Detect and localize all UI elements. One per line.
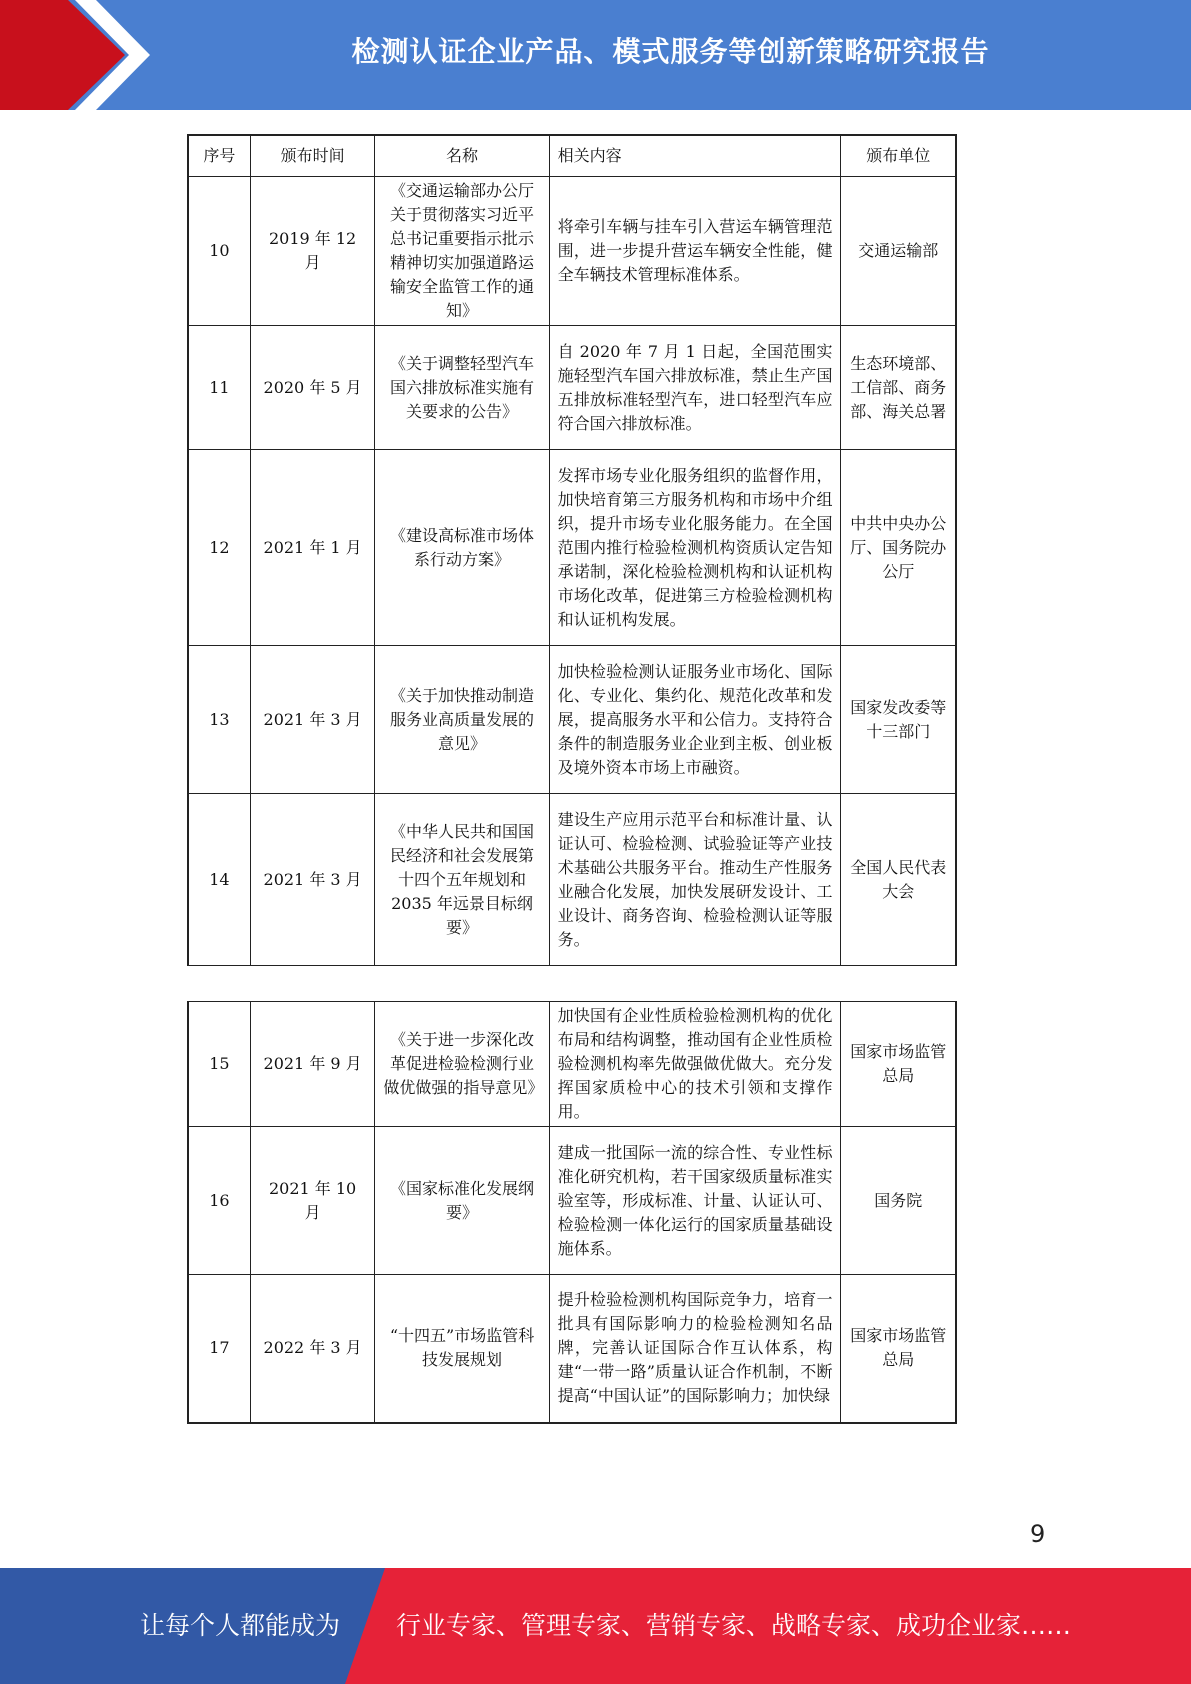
cell-name: 《关于加快推动制造服务业高质量发展的意见》 [375, 646, 549, 794]
page-number: 9 [1030, 1520, 1046, 1548]
cell-content: 提升检验检测机构国际竞争力，培育一批具有国际影响力的检验检测知名品牌，完善认证国际合作互认体系，构建“一带一路”质量认证合作机制，不断提高“中国认证”的国际影响力；加快绿 [549, 1275, 841, 1423]
header-banner [0, 0, 1191, 110]
policy-table-part1 [187, 134, 957, 966]
chevron-arrow-icon [0, 0, 150, 110]
cell-date: 2020 年 5 月 [250, 326, 375, 450]
cell-no: 13 [188, 646, 250, 794]
cell-name: 《建设高标准市场体系行动方案》 [375, 450, 549, 646]
cell-name: 《关于进一步深化改革促进检验检测行业做优做强的指导意见》 [375, 1002, 549, 1127]
cell-name: 《中华人民共和国国民经济和社会发展第十四个五年规划和 2035 年远景目标纲要》 [375, 794, 549, 966]
cell-date: 2021 年 1 月 [250, 450, 375, 646]
cell-no: 11 [188, 326, 250, 450]
column-header-date: 颁布时间 [250, 135, 375, 177]
column-header-content: 相关内容 [549, 135, 841, 177]
cell-no: 17 [188, 1275, 250, 1423]
column-header-no: 序号 [188, 135, 250, 177]
footer-slogan-left: 让每个人都能成为 [140, 1611, 341, 1640]
policy-table-part2 [187, 1001, 957, 1424]
cell-content: 加快检验检测认证服务业市场化、国际化、专业化、集约化、规范化改革和发展，提高服务水平和公信力。支持符合条件的制造服务业企业到主板、创业板及境外资本市场上市融资。 [549, 646, 841, 794]
cell-content: 加快国有企业性质检验检测机构的优化布局和结构调整，推动国有企业性质检验检测机构率先做强做优做大。充分发挥国家质检中心的技术引领和支撑作用。 [549, 1002, 841, 1127]
cell-name: “十四五”市场监管科技发展规划 [375, 1275, 549, 1423]
cell-no: 10 [188, 177, 250, 326]
cell-org: 国家市场监管总局 [841, 1275, 956, 1423]
cell-org: 国家发改委等十三部门 [841, 646, 956, 794]
cell-no: 14 [188, 794, 250, 966]
table-row [188, 450, 956, 646]
table-header-row [188, 135, 956, 177]
cell-date: 2021 年 10 月 [250, 1127, 375, 1275]
cell-date: 2019 年 12 月 [250, 177, 375, 326]
cell-content: 将牵引车辆与挂车引入营运车辆管理范围，进一步提升营运车辆安全性能，健全车辆技术管理标准体系。 [549, 177, 841, 326]
table-row [188, 646, 956, 794]
cell-name: 《关于调整轻型汽车国六排放标准实施有关要求的公告》 [375, 326, 549, 450]
table-row [188, 326, 956, 450]
table-row [188, 1275, 956, 1423]
cell-date: 2021 年 3 月 [250, 794, 375, 966]
cell-date: 2022 年 3 月 [250, 1275, 375, 1423]
cell-date: 2021 年 9 月 [250, 1002, 375, 1127]
cell-content: 发挥市场专业化服务组织的监督作用，加快培育第三方服务机构和市场中介组织，提升市场专业化服务能力。在全国范围内推行检验检测机构资质认定告知承诺制，深化检验检测机构和认证机构市场化改革，促进第三方检验检测机构和认证机构发展。 [549, 450, 841, 646]
page-title: 检测认证企业产品、模式服务等创新策略研究报告 [351, 35, 990, 68]
footer-banner [0, 1568, 1191, 1684]
cell-no: 15 [188, 1002, 250, 1127]
cell-no: 16 [188, 1127, 250, 1275]
cell-no: 12 [188, 450, 250, 646]
cell-name: 《交通运输部办公厅关于贯彻落实习近平总书记重要指示批示精神切实加强道路运输安全监管工作的通知》 [375, 177, 549, 326]
cell-org: 国务院 [841, 1127, 956, 1275]
table-row [188, 177, 956, 326]
table-row [188, 794, 956, 966]
cell-content: 建成一批国际一流的综合性、专业性标准化研究机构，若干国家级质量标准实验室等，形成标准、计量、认证认可、检验检测一体化运行的国家质量基础设施体系。 [549, 1127, 841, 1275]
cell-org: 交通运输部 [841, 177, 956, 326]
cell-org: 国家市场监管总局 [841, 1002, 956, 1127]
cell-org: 全国人民代表大会 [841, 794, 956, 966]
cell-content: 自 2020 年 7 月 1 日起，全国范围实施轻型汽车国六排放标准，禁止生产国五排放标准轻型汽车，进口轻型汽车应符合国六排放标准。 [549, 326, 841, 450]
cell-name: 《国家标准化发展纲要》 [375, 1127, 549, 1275]
cell-org: 中共中央办公厅、国务院办公厅 [841, 450, 956, 646]
table-row [188, 1002, 956, 1127]
cell-content: 建设生产应用示范平台和标准计量、认证认可、检验检测、试验验证等产业技术基础公共服务平台。推动生产性服务业融合化发展，加快发展研发设计、工业设计、商务咨询、检验检测认证等服务。 [549, 794, 841, 966]
cell-org: 生态环境部、工信部、商务部、海关总署 [841, 326, 956, 450]
column-header-name: 名称 [375, 135, 549, 177]
column-header-org: 颁布单位 [841, 135, 956, 177]
table-row [188, 1127, 956, 1275]
cell-date: 2021 年 3 月 [250, 646, 375, 794]
footer-slogan-right: 行业专家、管理专家、营销专家、战略专家、成功企业家…… [396, 1611, 1072, 1640]
